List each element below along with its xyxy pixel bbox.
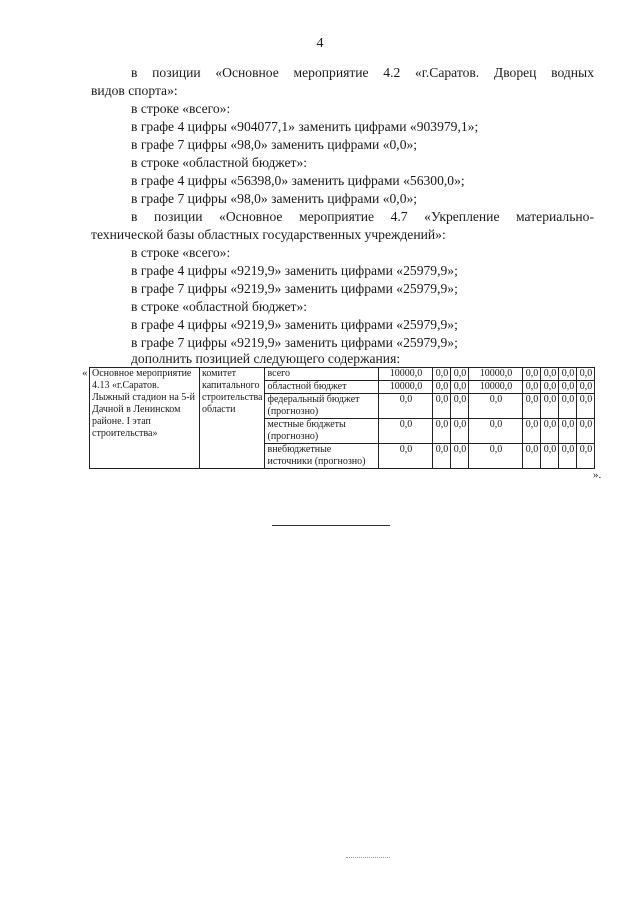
value-cell: 0,0 [469,419,523,444]
value-cell: 10000,0 [469,368,523,381]
value-cell: 0,0 [541,368,559,381]
value-cell: 0,0 [577,444,595,469]
source-cell: федеральный бюджет (прогнозно) [265,394,379,419]
value-cell: 0,0 [559,394,577,419]
page-number: 4 [316,36,324,51]
paragraph-line: видов спорта»: [91,83,178,98]
value-cell: 0,0 [541,419,559,444]
paragraph-line: в графе 7 цифры «98,0» заменить цифрами «0,0»; [131,191,418,206]
opening-quote: « [82,367,88,379]
paragraph-line: в строке «областной бюджет»: [131,299,308,314]
paragraph-line: технической базы областных государственных учреждений»: [91,227,446,242]
paragraph-line: в строке «всего»: [131,101,231,116]
scan-artifact [346,857,390,858]
executor-cell: комитет капитального строительства области [200,368,265,469]
closing-quote: ». [593,469,602,481]
source-cell: местные бюджеты (прогнозно) [265,419,379,444]
value-cell: 0,0 [523,368,541,381]
value-cell: 0,0 [577,381,595,394]
value-cell: 0,0 [451,381,469,394]
value-cell: 0,0 [379,419,433,444]
paragraph-line: в графе 7 цифры «98,0» заменить цифрами «0,0»; [131,137,418,152]
value-cell: 0,0 [523,444,541,469]
value-cell: 0,0 [451,419,469,444]
source-cell: областной бюджет [265,381,379,394]
separator-line [272,525,390,526]
value-cell: 0,0 [577,368,595,381]
value-cell: 0,0 [451,444,469,469]
paragraph-line: в графе 7 цифры «9219,9» заменить цифрами «25979,9»; [131,335,458,350]
paragraph-line: в графе 4 цифры «56398,0» заменить цифрами «56300,0»; [131,173,465,188]
table-row [90,368,595,381]
paragraph-line: в графе 4 цифры «9219,9» заменить цифрами «25979,9»; [131,317,458,332]
value-cell: 0,0 [559,381,577,394]
value-cell: 0,0 [469,444,523,469]
paragraph-line: дополнить позицией следующего содержания: [131,351,401,366]
value-cell: 0,0 [433,419,451,444]
source-cell: внебюджетные источники (прогнозно) [265,444,379,469]
value-cell: 0,0 [523,381,541,394]
value-cell: 0,0 [523,419,541,444]
value-cell: 0,0 [559,419,577,444]
value-cell: 0,0 [379,394,433,419]
value-cell: 0,0 [541,444,559,469]
value-cell: 10000,0 [379,381,433,394]
value-cell: 0,0 [559,444,577,469]
value-cell: 0,0 [577,394,595,419]
value-cell: 0,0 [451,394,469,419]
activity-cell: Основное мероприятие 4.13 «г.Саратов. Лыжный стадион на 5-й Дачной в Ленинском районе. I этап строительства» [90,368,200,469]
source-cell: всего [265,368,379,381]
value-cell: 0,0 [469,394,523,419]
value-cell: 0,0 [433,368,451,381]
paragraph-line: в графе 4 цифры «9219,9» заменить цифрами «25979,9»; [131,263,458,278]
value-cell: 10000,0 [469,381,523,394]
paragraph-line: в позиции «Основное мероприятие 4.7 «Укрепление материально- [131,209,594,224]
paragraph-line: в графе 7 цифры «9219,9» заменить цифрами «25979,9»; [131,281,458,296]
value-cell: 0,0 [577,419,595,444]
value-cell: 0,0 [541,381,559,394]
value-cell: 0,0 [379,444,433,469]
value-cell: 0,0 [433,444,451,469]
value-cell: 0,0 [559,368,577,381]
paragraph-line: в графе 4 цифры «904077,1» заменить цифрами «903979,1»; [131,119,479,134]
paragraph-line: в строке «областной бюджет»: [131,155,308,170]
budget-table [89,367,595,469]
value-cell: 0,0 [433,381,451,394]
value-cell: 0,0 [541,394,559,419]
value-cell: 0,0 [523,394,541,419]
paragraph-line: в строке «всего»: [131,245,231,260]
value-cell: 0,0 [451,368,469,381]
value-cell: 10000,0 [379,368,433,381]
paragraph-line: в позиции «Основное мероприятие 4.2 «г.Саратов. Дворец водных [131,65,594,80]
value-cell: 0,0 [433,394,451,419]
